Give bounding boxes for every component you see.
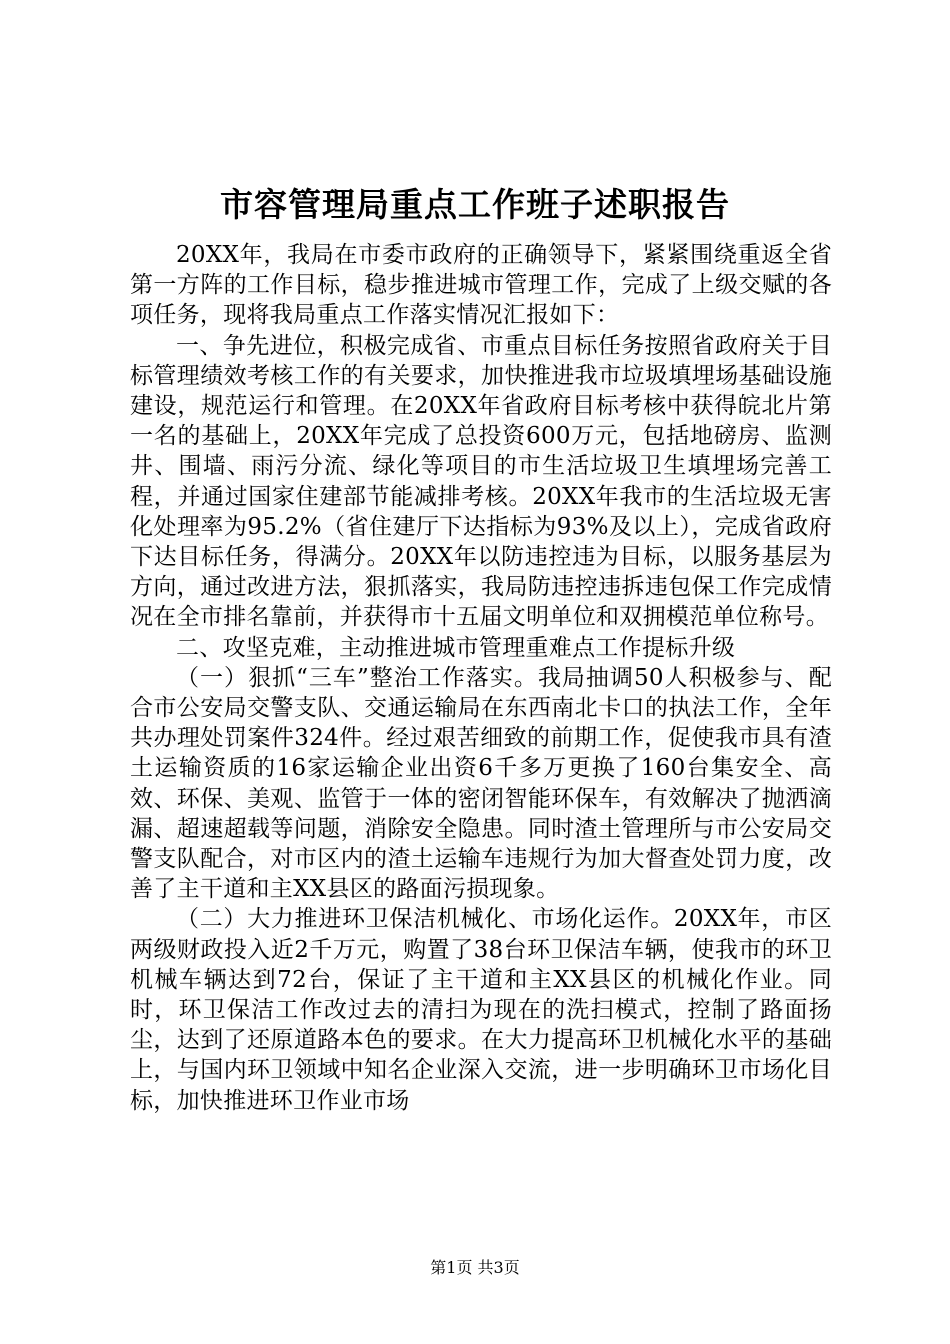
paragraph-subsection-two: （二）大力推进环卫保洁机械化、市场化运作。20XX年，市区两级财政投入近2千万元，购置了38台环卫保洁车辆，使我市的环卫机械车辆达到72台，保证了主干道和主XX县区的机械化作业。同时，环卫保洁工作改过去的清扫为现在的洗扫模式，控制了路面扬尘，达到了还原道路本色的要求。在大力提高环卫机械化水平的基础上，与国内环卫领域中知名企业深入交流，进一步明确环卫市场化目标，加快推进环卫作业市场	[130, 906, 832, 1114]
paragraph-intro: 20XX年，我局在市委市政府的正确领导下，紧紧围绕重返全省第一方阵的工作目标，稳步推进城市管理工作，完成了上级交赋的各项任务，现将我局重点工作落实情况汇报如下：	[130, 242, 832, 329]
paragraph-subsection-one: （一）狠抓“三车”整治工作落实。我局抽调50人积极参与、配合市公安局交警支队、交通运输局在东西南北卡口的执法工作，全年共办理处罚案件324件。经过艰苦细致的前期工作，促使我市具有渣土运输资质的16家运输企业出资6千多万更换了160台集安全、高效、环保、美观、监管于一体的密闭智能环保车，有效解决了抛洒滴漏、超速超载等问题，消除安全隐患。同时渣土管理所与市公安局交警支队配合，对市区内的渣土运输车违规行为加大督查处罚力度，改善了主干道和主XX县区的路面污损现象。	[130, 664, 832, 903]
document-body	[130, 240, 832, 1116]
page-footer: 第1页 共3页	[430, 1258, 520, 1277]
document-title: 市容管理局重点工作班子述职报告	[220, 185, 730, 224]
paragraph-section-one: 一、争先进位，积极完成省、市重点目标任务按照省政府关于目标管理绩效考核工作的有关要求，加快推进我市垃圾填埋场基础设施建设，规范运行和管理。在20XX年省政府目标考核中获得皖北片第一名的基础上，20XX年完成了总投资600万元，包括地磅房、监测井、围墙、雨污分流、绿化等项目的市生活垃圾卫生填埋场完善工程，并通过国家住建部节能减排考核。20XX年我市的生活垃圾无害化处理率为95.2%（省住建厅下达指标为93%及以上），完成省政府下达目标任务，得满分。20XX年以防违控违为目标，以服务基层为方向，通过改进方法，狠抓落实，我局防违控违拆违包保工作完成情况在全市排名靠前，并获得市十五届文明单位和双拥模范单位称号。	[130, 332, 832, 631]
paragraph-section-two-heading: 二、攻坚克难，主动推进城市管理重难点工作提标升级	[176, 634, 736, 661]
